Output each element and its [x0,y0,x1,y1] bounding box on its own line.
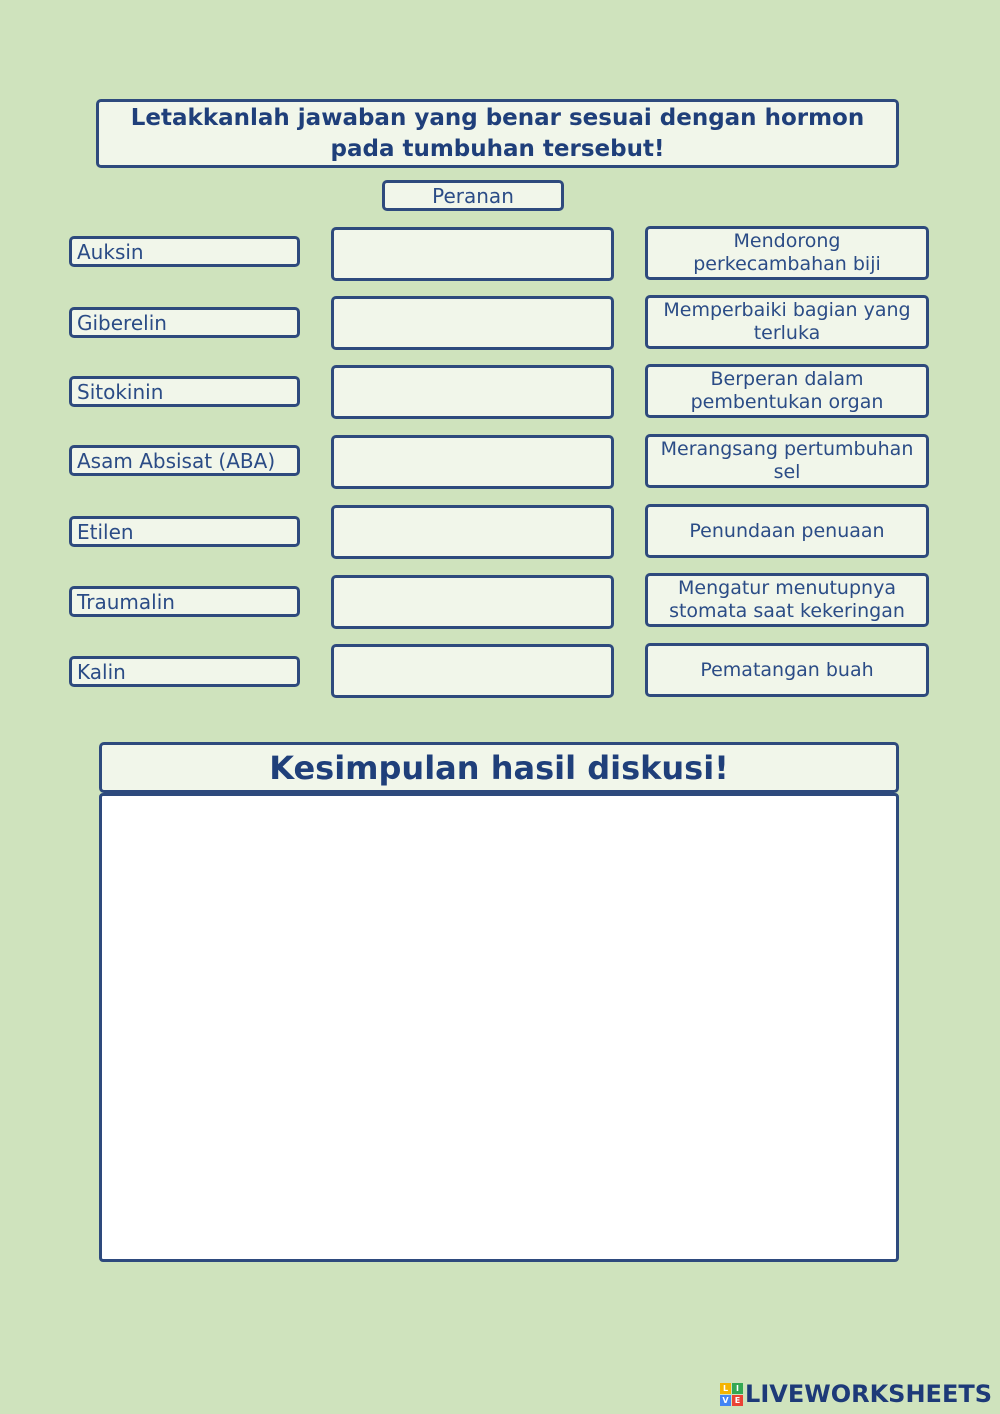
answer-choice[interactable]: Penundaan penuaan [645,504,929,558]
answer-choice[interactable]: Mendorong perkecambahan biji [645,226,929,280]
answer-choice[interactable]: Merangsang pertumbuhan sel [645,434,929,488]
answer-drop-zone[interactable] [331,296,614,350]
answer-choice[interactable]: Berperan dalam pembentukan organ [645,364,929,418]
conclusion-title: Kesimpulan hasil diskusi! [99,742,899,793]
hormone-label: Sitokinin [69,376,300,407]
liveworksheets-logo [720,1378,992,1410]
hormone-label: Giberelin [69,307,300,338]
answer-choice[interactable]: Memperbaiki bagian yang terluka [645,295,929,349]
answer-choice[interactable]: Mengatur menutupnya stomata saat kekeringan [645,573,929,627]
answer-drop-zone[interactable] [331,435,614,489]
hormone-label: Kalin [69,656,300,687]
answer-drop-zone[interactable] [331,575,614,629]
answer-choice[interactable]: Pematangan buah [645,643,929,697]
conclusion-textarea[interactable] [99,793,899,1262]
hormone-label: Etilen [69,516,300,547]
instruction-box [96,99,899,168]
answer-drop-zone[interactable] [331,365,614,419]
hormone-label: Asam Absisat (ABA) [69,445,300,476]
instruction-text: Letakkanlah jawaban yang benar sesuai dengan hormon pada tumbuhan tersebut! [130,104,865,162]
column-header-peranan: Peranan [382,180,564,211]
answer-drop-zone[interactable] [331,227,614,281]
logo-text: LIVEWORKSHEETS [745,1380,992,1408]
hormone-label: Auksin [69,236,300,267]
answer-drop-zone[interactable] [331,505,614,559]
answer-drop-zone[interactable] [331,644,614,698]
logo-icon: L I V E [720,1383,743,1406]
hormone-label: Traumalin [69,586,300,617]
